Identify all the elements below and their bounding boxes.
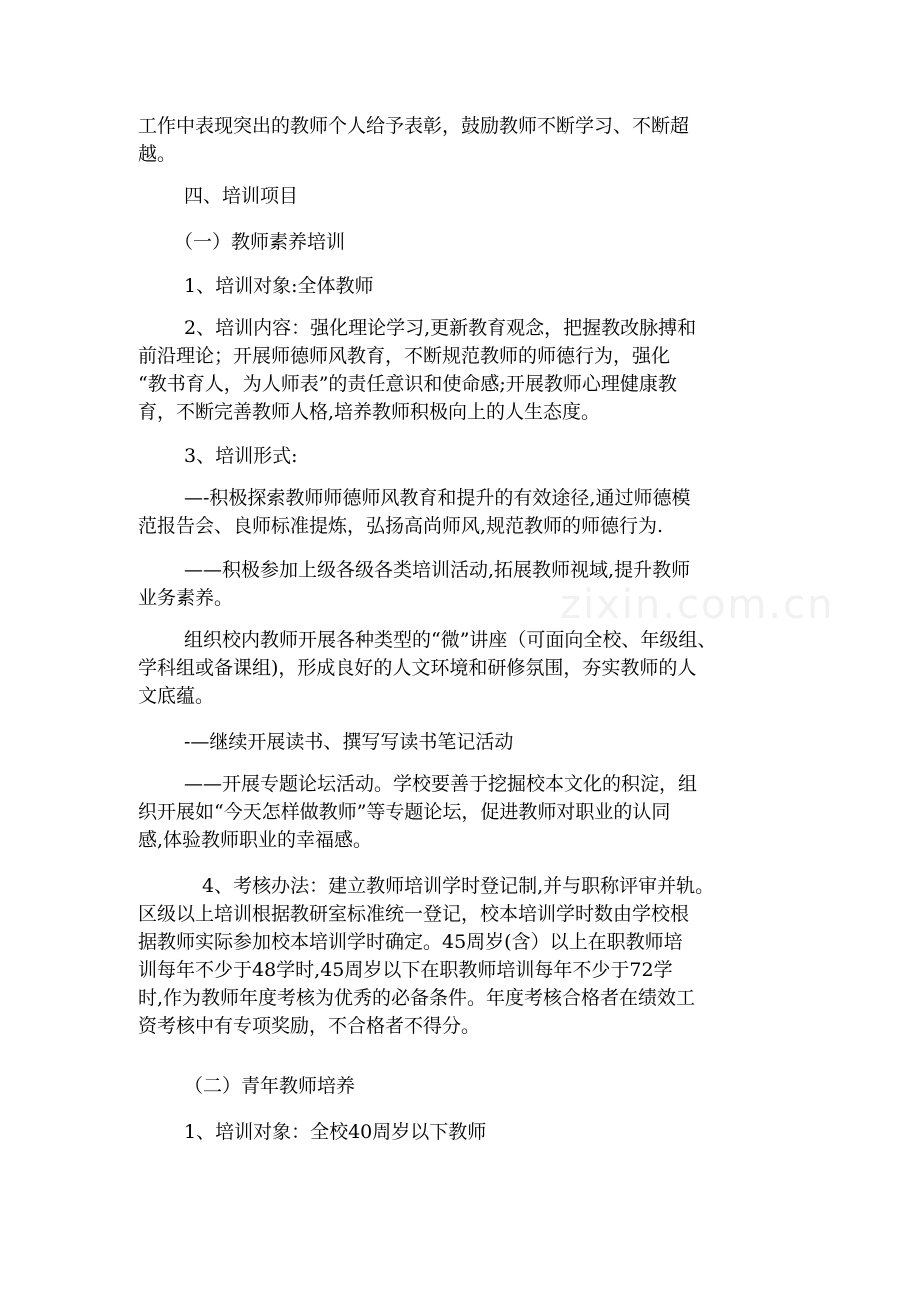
subsection-heading: [174, 228, 836, 256]
text-line: 四、培训项目: [184, 185, 299, 207]
text-line: —-积极探索教师师德师风教育和提升的有效途径,通过师德模: [184, 487, 691, 509]
text-line: -—继续开展读书、撰写写读书笔记活动: [184, 731, 514, 753]
text-line: 范报告会、良师标准提炼，弘扬高尚师风,规范教师的师德行为.: [138, 515, 664, 537]
text-line: 1、培训对象：全校40周岁以下教师: [184, 1121, 487, 1143]
paragraph-item: [138, 484, 800, 540]
text-line: 3、培训形式:: [184, 445, 298, 467]
text-line: 文底蕴。: [138, 685, 215, 707]
text-line: 2、培训内容：强化理论学习,更新教育观念，把握教改脉搏和: [184, 317, 697, 339]
subsection-heading: [184, 1072, 846, 1100]
text-line: 感,体验教师职业的幸福感。: [138, 829, 373, 851]
text-line: 时,作为教师年度考核为优秀的必备条件。年度考核合格者在绩效工: [138, 987, 696, 1009]
section-heading: [184, 182, 846, 210]
text-line: ——积极参加上级各级各类培训活动,拓展教师视域,提升教师: [184, 559, 691, 581]
paragraph-item: [184, 728, 846, 756]
text-line: ——开展专题论坛活动。学校要善于挖掘校本文化的积淀，组: [184, 773, 698, 795]
text-line: 前沿理论；开展师德师风教育，不断规范教师的师德行为，强化: [138, 345, 671, 367]
watermark-text: zixin.com.cn: [560, 582, 835, 628]
paragraph-item: [138, 626, 800, 710]
paragraph-item: [184, 1118, 846, 1146]
text-line: “教书育人，为人师表”的责任意识和使命感;开展教师心理健康教: [138, 373, 677, 395]
text-line: （二）青年教师培养: [184, 1075, 356, 1097]
text-line: 业务素养。: [138, 587, 234, 609]
paragraph-intro-end: [138, 112, 800, 168]
text-line: 工作中表现突出的教师个人给予表彰，鼓励教师不断学习、不断超: [138, 115, 690, 137]
paragraph-item: [138, 556, 800, 612]
text-line: 1、培训对象:全体教师: [184, 275, 374, 297]
paragraph-item: [184, 442, 846, 470]
paragraph-item: [138, 314, 800, 426]
text-line: 育，不断完善教师人格,培养教师积极向上的人生态度。: [138, 401, 601, 423]
text-line: 组织校内教师开展各种类型的“微”讲座（可面向全校、年级组、: [184, 629, 717, 651]
text-line: （一）教师素养培训: [174, 231, 346, 253]
paragraph-item: [138, 770, 800, 854]
text-line: 据教师实际参加校本培训学时确定。45周岁(含）以上在职教师培: [138, 931, 683, 953]
text-line: 训每年不少于48学时,45周岁以下在职教师培训每年不少于72学: [138, 959, 673, 981]
text-line: 学科组或备课组)，形成良好的人文环境和研修氛围，夯实教师的人: [138, 657, 697, 679]
text-line: 区级以上培训根据教研室标准统一登记，校本培训学时数由学校根: [138, 903, 690, 925]
text-line: 织开展如“今天怎样做教师”等专题论坛，促进教师对职业的认同: [138, 801, 671, 823]
paragraph-item: [184, 272, 846, 300]
text-line: 资考核中有专项奖励，不合格者不得分。: [138, 1015, 481, 1037]
paragraph-item: [138, 872, 800, 1040]
text-line: 越。: [138, 143, 177, 165]
text-line: 4、考核办法：建立教师培训学时登记制,并与职称评审并轨。: [202, 875, 715, 897]
